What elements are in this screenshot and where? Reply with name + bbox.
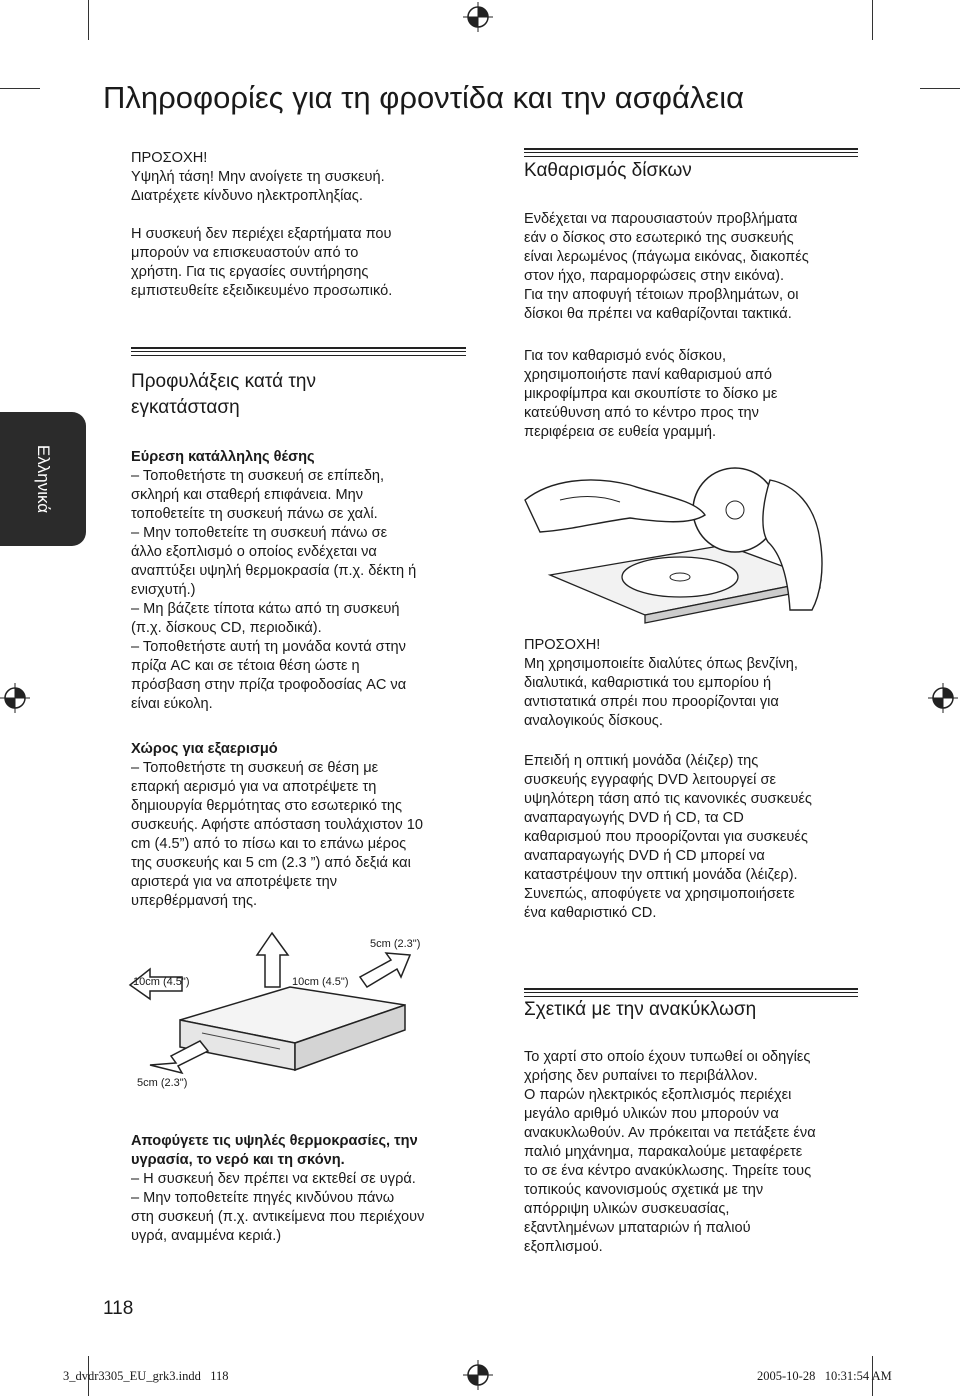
text-line: παλιό μηχάνημα, παρακαλούμε μεταφέρετε [524,1144,803,1160]
dimension-label: 5cm (2.3") [137,1077,188,1089]
section-title-recycling: Σχετικά με την ανακύκλωση [524,999,757,1020]
caution-title: ΠΡΟΣΟΧΗ! [131,150,208,166]
caution-line: Υψηλή τάση! Μην ανοίγετε τη συσκευή. [131,169,385,185]
text-line: περιφέρεια σε ευθεία γραμμή. [524,424,717,440]
arrow-up-icon [257,933,288,987]
text-line: τοποθετείτε τη συσκευή πάνω σε χαλί. [131,506,378,522]
text-line: – Τοποθετήστε τη συσκευή σε θέση με [131,760,379,776]
text-line: εμπιστευθείτε εξειδικευμένο προσωπικό. [131,283,393,299]
registration-mark-icon [928,683,958,713]
text-line: συσκευής εγγραφής DVD λειτουργεί σε [524,772,776,788]
text-line: καταστρέψουν την οπτική μονάδα (λέιζερ). [524,867,798,883]
text-line: ενισχυτή.) [131,582,196,598]
text-line: υψηλότερη τάση από τις κανονικές συσκευές [524,791,812,807]
text-line: της συσκευής και 5 cm (2.3 ”) από δεξιά και [131,855,411,871]
footer-file-name: 3_dvdr3305_EU_grk3.indd 118 [63,1369,229,1383]
subsection-heading: Εύρεση κατάλληλης θέσης [131,449,315,465]
text-line: στη συσκευή (π.χ. αντικείμενα που περιέχουν [131,1209,425,1225]
ventilation-diagram [120,925,440,1095]
language-tab-label: Ελληνικά [34,444,53,514]
text-line: – Μην τοποθετείτε πηγές κινδύνου πάνω [131,1190,395,1206]
text-line: αναπαραγωγής DVD ή CD, τα CD [524,810,744,826]
registration-mark-icon [463,1360,493,1390]
registration-mark-icon [0,683,30,713]
text-line: – Μη βάζετε τίποτα κάτω από τη συσκευή [131,601,400,617]
text-line: σκληρή και σταθερή επιφάνεια. Μην [131,487,364,503]
text-line: επαρκή αερισμό για να αποτρέψετε τη [131,779,377,795]
arrow-up-right-icon [360,953,410,987]
text-line: καθαρισμού που προορίζονται για συσκευές [524,829,808,845]
section-title-installation [131,369,466,421]
text-line: – Η συσκευή δεν πρέπει να εκτεθεί σε υγρά. [131,1171,416,1187]
section-divider [524,988,858,997]
text-line: απόρριψη υλικών συσκευασίας, [524,1201,730,1217]
text-line: πρίζα AC και σε τέτοια θέση ώστε η [131,658,360,674]
text-line: χρήστη. Για τις εργασίες συντήρησης [131,264,369,280]
subsection-heading: Χώρος για εξαερισμό [131,741,278,757]
text-line: Επειδή η οπτική μονάδα (λέιζερ) της [524,753,759,769]
text-line: κατεύθυνση από το κέντρο προς την [524,405,759,421]
text-line: διαλυτικά, καθαριστικά του εμπορίου ή [524,675,772,691]
text-line: Η συσκευή δεν περιέχει εξαρτήματα που [131,226,392,242]
text-line: μεγάλο αριθμό υλικών που μπορούν να [524,1106,779,1122]
dimension-label: 10cm (4.5") [133,976,190,988]
text-line: συσκευής. Αφήστε απόσταση τουλάχιστον 10 [131,817,424,833]
placement-block [131,448,471,714]
text-line: Ενδέχεται να παρουσιαστούν προβλήματα [524,211,798,227]
registration-mark-icon [463,2,493,32]
crop-mark [872,0,873,40]
footer-date: 2005-10-28 10:31:54 AM [757,1369,892,1383]
subsection-heading: υγρασία, το νερό και τη σκόνη. [131,1152,345,1168]
text-line: Για την αποφυγή τέτοιων προβλημάτων, οι [524,287,799,303]
text-line: δίσκοι θα πρέπει να καθαρίζονται τακτικά. [524,306,792,322]
text-line: το σε ένα κέντρο ανακύκλωσης. Τηρείτε τους [524,1163,812,1179]
text-line: εάν ο δίσκος στο εσωτερικό της συσκευής [524,230,794,246]
heat-block [131,1132,476,1246]
page-title: Πληροφορίες για τη φροντίδα και την ασφάλεια [103,80,745,115]
cleaning-block [524,210,869,324]
text-line: στον ήχο, παραμορφώσεις στην εικόνα). [524,268,785,284]
text-line: χρησιμοποιήστε πανί καθαρισμού από [524,367,773,383]
hand-with-cloth-icon [525,480,705,532]
section-title-cleaning: Καθαρισμός δίσκων [524,160,692,181]
text-line: αντιστατικά σπρέι που προορίζονται για [524,694,779,710]
text-line: (π.χ. δίσκους CD, περιοδικά). [131,620,322,636]
text-line: ένα καθαριστικό CD. [524,905,657,921]
text-line: Το χαρτί στο οποίο έχουν τυπωθεί οι οδηγίες [524,1049,811,1065]
text-line: αναλογικούς δίσκους. [524,713,663,729]
language-tab [0,412,86,546]
wipe-instructions-block [524,347,869,442]
text-line: δημιουργία θερμότητας στο εσωτερικό της [131,798,402,814]
dimension-label: 10cm (4.5") [292,976,349,988]
text-line: αναπτύξει υψηλή θερμοκρασία (π.χ. δέκτη ή [131,563,417,579]
text-line: εξαντλημένων μπαταριών ή παλιού [524,1220,751,1236]
text-line: αριστερά για να αποτρέψετε την [131,874,338,890]
section-title-line: εγκατάσταση [131,397,240,418]
dimension-label: 5cm (2.3") [370,938,421,950]
text-line: υπερθέρμανσή της. [131,893,258,909]
right-caution-block [524,636,869,731]
text-line: – Τοποθετήστε τη συσκευή σε επίπεδη, [131,468,385,484]
caution-title: ΠΡΟΣΟΧΗ! [524,637,601,653]
laser-block [524,752,869,923]
text-line: – Τοποθετήστε αυτή τη μονάδα κοντά στην [131,639,406,655]
text-line: εξοπλισμού. [524,1239,603,1255]
text-line: πρόσβαση στην πρίζα τροφοδοσίας AC να [131,677,407,693]
text-line: είναι εύκολη. [131,696,213,712]
text-line: τοπικούς κανονισμούς σχετικά με την [524,1182,764,1198]
text-line: χρήσης δεν ρυπαίνει το περιβάλλον. [524,1068,758,1084]
page-number: 118 [103,1298,134,1319]
text-line: μικροφίμπρα και σκουπίστε το δίσκο με [524,386,778,402]
left-caution-block [131,149,471,206]
dvd-recorder-illustration [180,987,405,1070]
text-line: Συνεπώς, αποφύγετε να χρησιμοποιήσετε [524,886,795,902]
text-line: μπορούν να επισκευαστούν από το [131,245,359,261]
text-line: άλλο εξοπλισμό ο οποίος ενδέχεται να [131,544,377,560]
section-divider [131,347,466,356]
arrow-down-left-icon [150,1041,208,1073]
crop-mark [88,0,89,40]
text-line: είναι λερωμένος (πάγωμα εικόνας, διακοπές [524,249,809,265]
subsection-heading: Αποφύγετε τις υψηλές θερμοκρασίες, την [131,1133,418,1149]
text-line: Ο παρών ηλεκτρικός εξοπλισμός περιέχει [524,1087,792,1103]
recycling-block [524,1048,869,1257]
section-divider [524,148,858,157]
text-line: – Μην τοποθετείτε τη συσκευή πάνω σε [131,525,388,541]
text-line: αναπαραγωγής DVD ή CD μπορεί να [524,848,765,864]
disc-cleaning-illustration [520,460,840,625]
text-line: Μη χρησιμοποιείτε διαλύτες όπως βενζίνη, [524,656,798,672]
text-line: Για τον καθαρισμό ενός δίσκου, [524,348,727,364]
text-line: cm (4.5”) από το πίσω και το επάνω μέρος [131,836,407,852]
text-line: ανακυκλωθούν. Αν πρόκειται να πετάξετε ένα [524,1125,816,1141]
crop-mark [0,88,40,89]
text-line: υγρά, αναμμένα κεριά.) [131,1228,282,1244]
caution-line: Διατρέχετε κίνδυνο ηλεκτροπληξίας. [131,188,363,204]
crop-mark [920,88,960,89]
ventilation-block [131,740,476,911]
no-user-parts-block [131,225,471,301]
section-title-line: Προφυλάξεις κατά την [131,371,316,392]
